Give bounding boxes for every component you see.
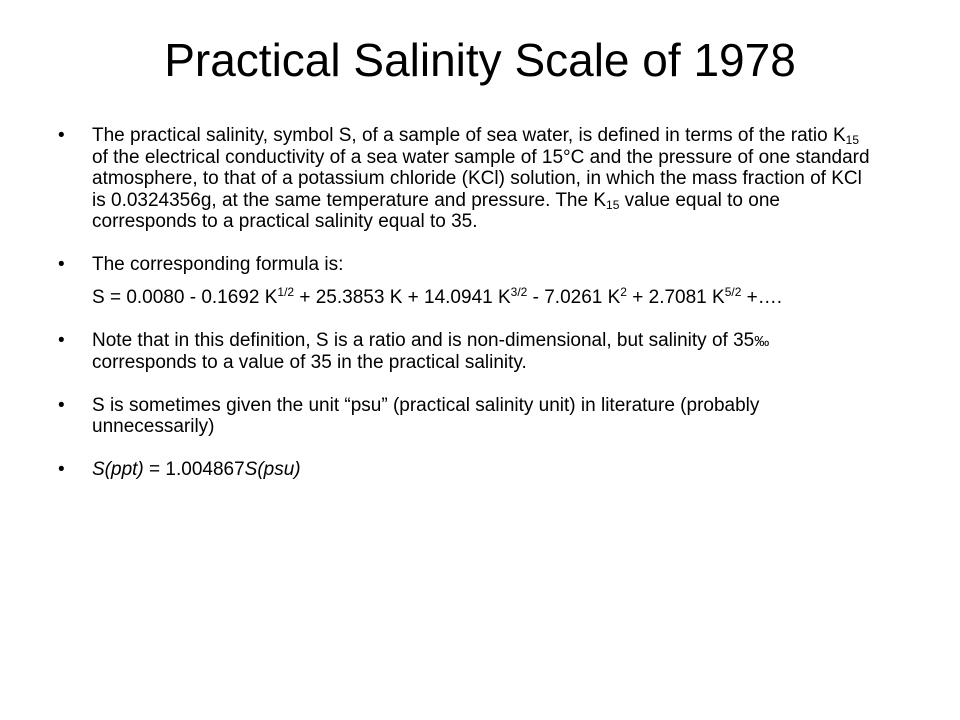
bullet-psu [58, 395, 878, 438]
spacer [58, 374, 878, 395]
conversion-ppt: S(ppt) [92, 458, 144, 480]
bullet-marker: • [58, 394, 65, 416]
formula-part-1: S = 0.0080 - 0.1692 K [92, 287, 278, 308]
definition-text-3: value equal to one corresponds to a practical salinity equal to 35. [92, 189, 780, 232]
formula-part-2: + 25.3853 K + 14.0941 K [294, 287, 511, 308]
spacer [58, 233, 878, 254]
spacer [58, 309, 878, 330]
formula-intro: The corresponding formula is: [92, 253, 344, 275]
bullet-marker: • [58, 458, 65, 480]
psu-text: S is sometimes given the unit “psu” (practical salinity unit) in literature (probably unnecessarily) [92, 394, 760, 437]
permil-symbol: ‰ [754, 332, 770, 350]
formula-part-3: - 7.0261 K [527, 287, 621, 308]
formula-exponent-1: 1/2 [277, 285, 295, 299]
conversion-psu: S(psu) [244, 458, 301, 480]
formula-part-4: + 2.7081 K [626, 287, 725, 308]
bullet-marker: • [58, 329, 65, 351]
formula-exponent-2: 3/2 [510, 285, 528, 299]
bullet-conversion [58, 459, 878, 481]
definition-subscript-2: 15 [606, 197, 620, 212]
bullet-definition [58, 125, 878, 233]
slide-title: Practical Salinity Scale of 1978 [164, 34, 796, 86]
formula-part-5: +…. [741, 287, 783, 308]
formula-exponent-3: 2 [620, 285, 627, 299]
bullet-marker: • [58, 125, 65, 146]
bullet-marker: • [58, 253, 65, 275]
bullet-formula [58, 254, 878, 309]
spacer [58, 438, 878, 459]
definition-subscript-1: 15 [845, 133, 860, 147]
note-text-2: corresponds to a value of 35 in the practical salinity. [92, 352, 527, 373]
definition-text-1: The practical salinity, symbol S, of a sample of sea water, is defined in terms of the ratio K [92, 125, 846, 146]
conversion-factor: = 1.004867 [143, 458, 245, 480]
bullet-note [58, 330, 878, 374]
formula-exponent-4: 5/2 [724, 285, 742, 299]
bullet-list [58, 125, 878, 480]
note-text-1: Note that in this definition, S is a ratio and is non-dimensional, but salinity of 35 [92, 329, 755, 351]
definition-text-2: of the electrical conductivity of a sea water sample of 15°C and the pressure of one standard atmosphere, to that of a potassium chloride (KCl) solution, in which the mass fraction of KCl is 0.0324356g, at the same temperature and pressure. The K [92, 146, 870, 211]
formula [92, 287, 878, 309]
